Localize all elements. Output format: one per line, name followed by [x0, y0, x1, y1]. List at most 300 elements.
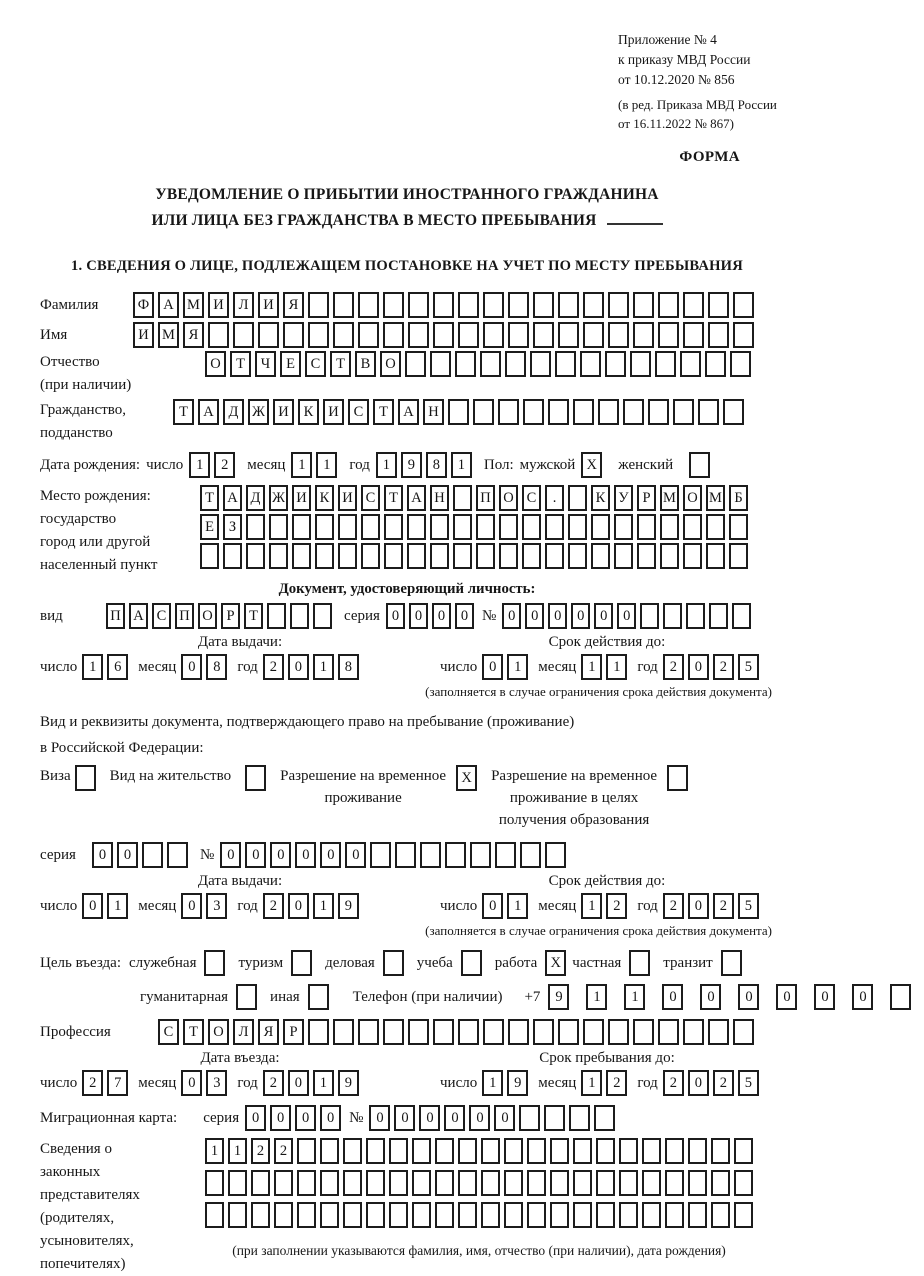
char-cell[interactable]: С: [348, 399, 369, 425]
char-cell[interactable]: 0: [494, 1105, 515, 1131]
char-cell[interactable]: Д: [223, 399, 244, 425]
char-cell[interactable]: 1: [316, 452, 337, 478]
char-cell[interactable]: [290, 603, 309, 629]
char-cell[interactable]: Т: [183, 1019, 204, 1045]
char-cell[interactable]: [598, 399, 619, 425]
char-cell[interactable]: [251, 1202, 270, 1228]
char-cell[interactable]: [274, 1202, 293, 1228]
identity-issue-month[interactable]: [181, 654, 227, 680]
char-cell[interactable]: [384, 514, 403, 540]
sex-female-checkbox[interactable]: [689, 452, 710, 478]
char-cell[interactable]: 0: [245, 842, 266, 868]
char-cell[interactable]: З: [223, 514, 242, 540]
char-cell[interactable]: 0: [245, 1105, 266, 1131]
char-cell[interactable]: 1: [107, 893, 128, 919]
char-cell[interactable]: [297, 1202, 316, 1228]
char-cell[interactable]: [476, 514, 495, 540]
char-cell[interactable]: И: [208, 292, 229, 318]
char-cell[interactable]: [453, 543, 472, 569]
char-cell[interactable]: [445, 842, 466, 868]
char-cell[interactable]: 5: [738, 893, 759, 919]
title-blank-line[interactable]: [607, 210, 663, 225]
char-cell[interactable]: 0: [409, 603, 428, 629]
char-cell[interactable]: [308, 322, 329, 348]
birth-place-cells-row1[interactable]: [200, 485, 748, 511]
char-cell[interactable]: О: [683, 485, 702, 511]
char-cell[interactable]: [683, 514, 702, 540]
char-cell[interactable]: [729, 514, 748, 540]
char-cell[interactable]: 1: [313, 893, 334, 919]
surname-cells[interactable]: [133, 292, 754, 318]
char-cell[interactable]: [435, 1170, 454, 1196]
char-cell[interactable]: [608, 1019, 629, 1045]
char-cell[interactable]: [251, 1170, 270, 1196]
char-cell[interactable]: 0: [181, 893, 202, 919]
visa-checkbox[interactable]: [75, 765, 96, 791]
char-cell[interactable]: [573, 1202, 592, 1228]
char-cell[interactable]: [729, 543, 748, 569]
char-cell[interactable]: [292, 543, 311, 569]
char-cell[interactable]: [583, 322, 604, 348]
char-cell[interactable]: Т: [330, 351, 351, 377]
char-cell[interactable]: У: [614, 485, 633, 511]
entry-month[interactable]: [181, 1070, 227, 1096]
char-cell[interactable]: О: [380, 351, 401, 377]
char-cell[interactable]: О: [499, 485, 518, 511]
char-cell[interactable]: [533, 1019, 554, 1045]
char-cell[interactable]: [527, 1202, 546, 1228]
char-cell[interactable]: [205, 1202, 224, 1228]
char-cell[interactable]: [623, 399, 644, 425]
char-cell[interactable]: [730, 351, 751, 377]
char-cell[interactable]: 5: [738, 1070, 759, 1096]
char-cell[interactable]: [733, 322, 754, 348]
char-cell[interactable]: Р: [637, 485, 656, 511]
char-cell[interactable]: 0: [662, 984, 683, 1010]
char-cell[interactable]: [658, 292, 679, 318]
char-cell[interactable]: [683, 543, 702, 569]
birth-place-cells-row2[interactable]: [200, 514, 748, 540]
birth-day-cells[interactable]: [189, 452, 235, 478]
char-cell[interactable]: [383, 322, 404, 348]
birth-month-cells[interactable]: [291, 452, 337, 478]
char-cell[interactable]: 2: [263, 893, 284, 919]
char-cell[interactable]: [527, 1138, 546, 1164]
residence-expiry-year[interactable]: [663, 893, 759, 919]
char-cell[interactable]: 1: [313, 654, 334, 680]
char-cell[interactable]: 0: [814, 984, 835, 1010]
residence-permit-checkbox[interactable]: [245, 765, 266, 791]
char-cell[interactable]: 1: [606, 654, 627, 680]
purpose-humanitarian-checkbox[interactable]: [236, 984, 257, 1010]
migration-series-cells[interactable]: [245, 1105, 341, 1131]
char-cell[interactable]: [458, 322, 479, 348]
char-cell[interactable]: [483, 292, 504, 318]
char-cell[interactable]: [580, 351, 601, 377]
char-cell[interactable]: [530, 351, 551, 377]
char-cell[interactable]: [366, 1138, 385, 1164]
char-cell[interactable]: [389, 1138, 408, 1164]
char-cell[interactable]: [533, 322, 554, 348]
char-cell[interactable]: [633, 292, 654, 318]
char-cell[interactable]: [614, 514, 633, 540]
char-cell[interactable]: Т: [384, 485, 403, 511]
char-cell[interactable]: [555, 351, 576, 377]
char-cell[interactable]: [407, 514, 426, 540]
char-cell[interactable]: [568, 485, 587, 511]
char-cell[interactable]: И: [323, 399, 344, 425]
identity-expiry-year[interactable]: [663, 654, 759, 680]
char-cell[interactable]: [205, 1170, 224, 1196]
char-cell[interactable]: [483, 322, 504, 348]
char-cell[interactable]: 2: [606, 1070, 627, 1096]
char-cell[interactable]: [269, 543, 288, 569]
char-cell[interactable]: 0: [548, 603, 567, 629]
identity-kind-cells[interactable]: [106, 603, 332, 629]
char-cell[interactable]: [520, 842, 541, 868]
char-cell[interactable]: [358, 292, 379, 318]
char-cell[interactable]: 0: [288, 893, 309, 919]
stay-year[interactable]: [663, 1070, 759, 1096]
char-cell[interactable]: [508, 292, 529, 318]
char-cell[interactable]: [558, 292, 579, 318]
char-cell[interactable]: 3: [206, 1070, 227, 1096]
char-cell[interactable]: [573, 1138, 592, 1164]
char-cell[interactable]: [483, 1019, 504, 1045]
char-cell[interactable]: [688, 1138, 707, 1164]
char-cell[interactable]: 0: [738, 984, 759, 1010]
char-cell[interactable]: [573, 1170, 592, 1196]
birth-place-cells-row3[interactable]: [200, 543, 748, 569]
char-cell[interactable]: 9: [401, 452, 422, 478]
char-cell[interactable]: 1: [581, 1070, 602, 1096]
residence-expiry-day[interactable]: [482, 893, 528, 919]
char-cell[interactable]: [709, 603, 728, 629]
char-cell[interactable]: [688, 1202, 707, 1228]
char-cell[interactable]: [223, 543, 242, 569]
char-cell[interactable]: 1: [189, 452, 210, 478]
char-cell[interactable]: [433, 292, 454, 318]
char-cell[interactable]: [297, 1138, 316, 1164]
char-cell[interactable]: [583, 1019, 604, 1045]
char-cell[interactable]: 0: [92, 842, 113, 868]
char-cell[interactable]: М: [706, 485, 725, 511]
char-cell[interactable]: И: [133, 322, 154, 348]
char-cell[interactable]: [333, 322, 354, 348]
char-cell[interactable]: [706, 514, 725, 540]
purpose-transit-checkbox[interactable]: [721, 950, 742, 976]
char-cell[interactable]: [642, 1138, 661, 1164]
char-cell[interactable]: 0: [295, 1105, 316, 1131]
char-cell[interactable]: [458, 1019, 479, 1045]
char-cell[interactable]: [389, 1202, 408, 1228]
char-cell[interactable]: 1: [82, 654, 103, 680]
char-cell[interactable]: [308, 1019, 329, 1045]
residence-expiry-month[interactable]: [581, 893, 627, 919]
entry-year[interactable]: [263, 1070, 359, 1096]
purpose-work-checkbox[interactable]: X: [545, 950, 566, 976]
char-cell[interactable]: [470, 842, 491, 868]
char-cell[interactable]: 2: [274, 1138, 293, 1164]
char-cell[interactable]: И: [338, 485, 357, 511]
char-cell[interactable]: [890, 984, 911, 1010]
char-cell[interactable]: А: [158, 292, 179, 318]
char-cell[interactable]: 1: [313, 1070, 334, 1096]
char-cell[interactable]: 5: [738, 654, 759, 680]
char-cell[interactable]: [665, 1170, 684, 1196]
char-cell[interactable]: 0: [181, 1070, 202, 1096]
identity-series-cells[interactable]: [386, 603, 474, 629]
char-cell[interactable]: 0: [688, 1070, 709, 1096]
char-cell[interactable]: [545, 842, 566, 868]
char-cell[interactable]: Б: [729, 485, 748, 511]
char-cell[interactable]: Л: [233, 1019, 254, 1045]
representatives-cells-row3[interactable]: [205, 1202, 753, 1228]
char-cell[interactable]: 1: [581, 893, 602, 919]
char-cell[interactable]: [591, 543, 610, 569]
char-cell[interactable]: [498, 399, 519, 425]
char-cell[interactable]: [594, 1105, 615, 1131]
char-cell[interactable]: 2: [713, 893, 734, 919]
char-cell[interactable]: Т: [230, 351, 251, 377]
identity-expiry-day[interactable]: [482, 654, 528, 680]
char-cell[interactable]: 0: [345, 842, 366, 868]
char-cell[interactable]: 0: [525, 603, 544, 629]
sex-male-checkbox[interactable]: X: [581, 452, 602, 478]
char-cell[interactable]: [558, 1019, 579, 1045]
char-cell[interactable]: 0: [288, 654, 309, 680]
char-cell[interactable]: [269, 514, 288, 540]
char-cell[interactable]: [476, 543, 495, 569]
char-cell[interactable]: [732, 603, 751, 629]
char-cell[interactable]: [366, 1202, 385, 1228]
char-cell[interactable]: [683, 292, 704, 318]
char-cell[interactable]: [292, 514, 311, 540]
char-cell[interactable]: 0: [502, 603, 521, 629]
char-cell[interactable]: [481, 1138, 500, 1164]
char-cell[interactable]: [208, 322, 229, 348]
char-cell[interactable]: [481, 1170, 500, 1196]
char-cell[interactable]: [435, 1202, 454, 1228]
purpose-other-checkbox[interactable]: [308, 984, 329, 1010]
char-cell[interactable]: [733, 292, 754, 318]
char-cell[interactable]: [680, 351, 701, 377]
char-cell[interactable]: [522, 514, 541, 540]
char-cell[interactable]: [596, 1202, 615, 1228]
char-cell[interactable]: [358, 1019, 379, 1045]
char-cell[interactable]: [480, 351, 501, 377]
char-cell[interactable]: [569, 1105, 590, 1131]
char-cell[interactable]: 0: [320, 1105, 341, 1131]
char-cell[interactable]: 1: [291, 452, 312, 478]
char-cell[interactable]: И: [273, 399, 294, 425]
char-cell[interactable]: [338, 543, 357, 569]
char-cell[interactable]: [267, 603, 286, 629]
char-cell[interactable]: 2: [263, 1070, 284, 1096]
char-cell[interactable]: [660, 543, 679, 569]
char-cell[interactable]: 1: [581, 654, 602, 680]
char-cell[interactable]: [658, 322, 679, 348]
char-cell[interactable]: [458, 292, 479, 318]
char-cell[interactable]: 0: [220, 842, 241, 868]
char-cell[interactable]: [596, 1170, 615, 1196]
char-cell[interactable]: Р: [221, 603, 240, 629]
char-cell[interactable]: [640, 603, 659, 629]
char-cell[interactable]: [591, 514, 610, 540]
char-cell[interactable]: [405, 351, 426, 377]
char-cell[interactable]: [297, 1170, 316, 1196]
char-cell[interactable]: 2: [713, 1070, 734, 1096]
identity-issue-day[interactable]: [82, 654, 128, 680]
char-cell[interactable]: 0: [295, 842, 316, 868]
char-cell[interactable]: П: [175, 603, 194, 629]
char-cell[interactable]: [637, 514, 656, 540]
char-cell[interactable]: [430, 543, 449, 569]
char-cell[interactable]: А: [223, 485, 242, 511]
char-cell[interactable]: [412, 1170, 431, 1196]
char-cell[interactable]: 2: [82, 1070, 103, 1096]
char-cell[interactable]: М: [660, 485, 679, 511]
char-cell[interactable]: [233, 322, 254, 348]
char-cell[interactable]: [458, 1202, 477, 1228]
char-cell[interactable]: [361, 543, 380, 569]
char-cell[interactable]: [544, 1105, 565, 1131]
char-cell[interactable]: К: [591, 485, 610, 511]
char-cell[interactable]: [504, 1202, 523, 1228]
char-cell[interactable]: [167, 842, 188, 868]
char-cell[interactable]: [673, 399, 694, 425]
char-cell[interactable]: [383, 292, 404, 318]
char-cell[interactable]: [408, 1019, 429, 1045]
migration-number-cells[interactable]: [369, 1105, 615, 1131]
residence-series-cells[interactable]: [92, 842, 188, 868]
char-cell[interactable]: С: [305, 351, 326, 377]
char-cell[interactable]: 0: [288, 1070, 309, 1096]
char-cell[interactable]: 2: [251, 1138, 270, 1164]
temp-residence-education-checkbox[interactable]: [667, 765, 688, 791]
char-cell[interactable]: [665, 1202, 684, 1228]
char-cell[interactable]: [420, 842, 441, 868]
char-cell[interactable]: [614, 543, 633, 569]
char-cell[interactable]: .: [545, 485, 564, 511]
char-cell[interactable]: [605, 351, 626, 377]
char-cell[interactable]: [596, 1138, 615, 1164]
phone-cells[interactable]: [548, 984, 924, 1010]
char-cell[interactable]: 2: [606, 893, 627, 919]
char-cell[interactable]: 7: [107, 1070, 128, 1096]
char-cell[interactable]: Т: [173, 399, 194, 425]
char-cell[interactable]: [642, 1170, 661, 1196]
char-cell[interactable]: [228, 1202, 247, 1228]
char-cell[interactable]: [313, 603, 332, 629]
char-cell[interactable]: [308, 292, 329, 318]
char-cell[interactable]: 0: [419, 1105, 440, 1131]
residence-number-cells[interactable]: [220, 842, 566, 868]
char-cell[interactable]: А: [198, 399, 219, 425]
char-cell[interactable]: 1: [507, 654, 528, 680]
char-cell[interactable]: И: [292, 485, 311, 511]
char-cell[interactable]: [708, 1019, 729, 1045]
char-cell[interactable]: 0: [482, 893, 503, 919]
char-cell[interactable]: И: [258, 292, 279, 318]
char-cell[interactable]: [711, 1138, 730, 1164]
stay-month[interactable]: [581, 1070, 627, 1096]
char-cell[interactable]: [283, 322, 304, 348]
char-cell[interactable]: [583, 292, 604, 318]
char-cell[interactable]: 1: [624, 984, 645, 1010]
char-cell[interactable]: [734, 1138, 753, 1164]
char-cell[interactable]: [706, 543, 725, 569]
char-cell[interactable]: 2: [214, 452, 235, 478]
char-cell[interactable]: О: [205, 351, 226, 377]
identity-expiry-month[interactable]: [581, 654, 627, 680]
char-cell[interactable]: 2: [663, 893, 684, 919]
char-cell[interactable]: [246, 543, 265, 569]
char-cell[interactable]: [228, 1170, 247, 1196]
char-cell[interactable]: Е: [280, 351, 301, 377]
char-cell[interactable]: 0: [386, 603, 405, 629]
char-cell[interactable]: 9: [507, 1070, 528, 1096]
char-cell[interactable]: Н: [430, 485, 449, 511]
char-cell[interactable]: [366, 1170, 385, 1196]
char-cell[interactable]: [435, 1138, 454, 1164]
identity-issue-year[interactable]: [263, 654, 359, 680]
profession-cells[interactable]: [158, 1019, 754, 1045]
char-cell[interactable]: М: [183, 292, 204, 318]
char-cell[interactable]: Р: [283, 1019, 304, 1045]
char-cell[interactable]: Я: [183, 322, 204, 348]
char-cell[interactable]: 2: [263, 654, 284, 680]
char-cell[interactable]: [453, 485, 472, 511]
char-cell[interactable]: 1: [586, 984, 607, 1010]
char-cell[interactable]: [711, 1202, 730, 1228]
char-cell[interactable]: 0: [617, 603, 636, 629]
purpose-private-checkbox[interactable]: [629, 950, 650, 976]
char-cell[interactable]: О: [198, 603, 217, 629]
char-cell[interactable]: П: [476, 485, 495, 511]
char-cell[interactable]: [343, 1170, 362, 1196]
citizenship-cells[interactable]: [173, 399, 744, 425]
char-cell[interactable]: [458, 1170, 477, 1196]
char-cell[interactable]: 1: [205, 1138, 224, 1164]
char-cell[interactable]: С: [152, 603, 171, 629]
char-cell[interactable]: [505, 351, 526, 377]
char-cell[interactable]: [545, 543, 564, 569]
char-cell[interactable]: 0: [688, 893, 709, 919]
char-cell[interactable]: Д: [246, 485, 265, 511]
char-cell[interactable]: Я: [258, 1019, 279, 1045]
char-cell[interactable]: [338, 514, 357, 540]
char-cell[interactable]: [499, 543, 518, 569]
char-cell[interactable]: [568, 514, 587, 540]
char-cell[interactable]: [660, 514, 679, 540]
char-cell[interactable]: [619, 1202, 638, 1228]
char-cell[interactable]: [573, 399, 594, 425]
char-cell[interactable]: [619, 1170, 638, 1196]
purpose-study-checkbox[interactable]: [461, 950, 482, 976]
char-cell[interactable]: [708, 322, 729, 348]
char-cell[interactable]: Ж: [248, 399, 269, 425]
char-cell[interactable]: [320, 1170, 339, 1196]
char-cell[interactable]: [608, 292, 629, 318]
char-cell[interactable]: [648, 399, 669, 425]
residence-issue-day[interactable]: [82, 893, 128, 919]
char-cell[interactable]: С: [361, 485, 380, 511]
char-cell[interactable]: 9: [338, 893, 359, 919]
char-cell[interactable]: Ж: [269, 485, 288, 511]
char-cell[interactable]: [688, 1170, 707, 1196]
char-cell[interactable]: [395, 842, 416, 868]
